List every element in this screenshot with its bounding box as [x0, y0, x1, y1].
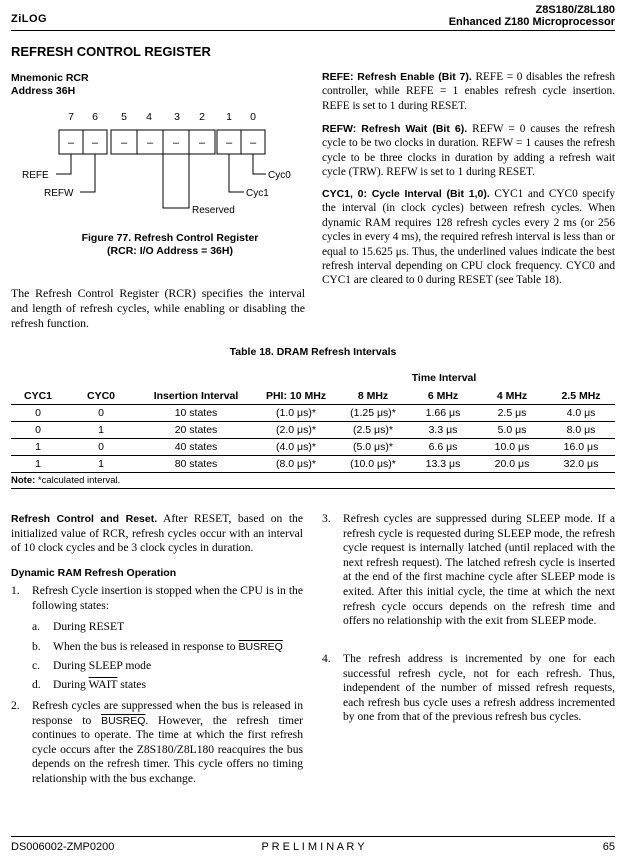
- table-row: [11, 439, 615, 456]
- table-cell: 0: [65, 405, 137, 422]
- table-title: Table 18. DRAM Refresh Intervals: [229, 346, 397, 358]
- figure-caption: [40, 232, 300, 258]
- doc-header-right: [449, 4, 615, 28]
- table-cell: (4.0 μs)*: [255, 439, 337, 456]
- bit-value: –: [172, 137, 180, 149]
- intro-paragraph: The Refresh Control Register (RCR) specifies the interval and length of refresh cycles, while enabling or disabling the refresh function.: [11, 286, 305, 330]
- refw-text: REFW = 0 causes the refresh cycle to be two clocks in duration. REFW = 1 causes the refresh cycle to be three clocks in duration by adding a refresh wait cycle (TRW). REFW is set to 1 during RESET.: [322, 123, 615, 179]
- note-text: *calculated interval.: [35, 475, 121, 486]
- label-cyc1: Cyc1: [246, 188, 269, 199]
- list-item-2-text-a: Refresh cycles are suppressed when the bus is released in response to: [32, 699, 303, 727]
- footer-doc-number: DS006002-ZMP0200: [11, 841, 115, 853]
- product-subtitle: Enhanced Z180 Microprocessor: [448, 16, 615, 28]
- bit-value: –: [225, 137, 233, 149]
- group-header-time-interval: Time Interval: [411, 372, 477, 384]
- list-item-4-text: The refresh address is incremented by one for each successful refresh cycle, not for each refresh. Thus, independent of the number of missed refresh requests, each refresh bus cycle uses a refresh address incremented by one from that of the previous refresh bus cycles.: [343, 652, 615, 724]
- refresh-reset-paragraph: [11, 512, 303, 556]
- leader-lines: [56, 154, 266, 208]
- dram-heading: Dynamic RAM Refresh Operation: [11, 567, 177, 579]
- label-cyc0: Cyc0: [268, 170, 291, 181]
- label-refw: REFW: [44, 188, 74, 199]
- bit-value: –: [120, 137, 128, 149]
- table-cell: 0: [65, 439, 137, 456]
- bit-number: 5: [121, 111, 127, 123]
- table-cell: 20 states: [137, 422, 255, 439]
- table-cell: 4.0 μs: [547, 405, 615, 422]
- busreq-signal: BUSREQ: [101, 714, 146, 727]
- table-cell: 1: [11, 456, 65, 473]
- table-cell: 0: [11, 405, 65, 422]
- label-reserved: Reserved: [192, 205, 235, 216]
- bit-value: –: [249, 137, 257, 149]
- cyc-heading: CYC1, 0: Cycle Interval (Bit 1,0).: [322, 188, 490, 200]
- cyc-description: [322, 187, 615, 288]
- figure-caption-line2: (RCR: I/O Address = 36H): [107, 245, 233, 257]
- bit-value: –: [198, 137, 206, 149]
- sub-item-c-text: During SLEEP mode: [53, 659, 152, 672]
- footer-preliminary: P R E L I M I N A R Y: [261, 841, 365, 853]
- bit-number: 6: [92, 111, 98, 123]
- sub-item-d-after: states: [117, 678, 146, 691]
- bit-value: –: [146, 137, 154, 149]
- sub-letter: d.: [32, 678, 41, 691]
- header-rule: [11, 30, 615, 31]
- list-number: 3.: [322, 512, 331, 525]
- bit-number: 3: [174, 111, 180, 123]
- product-name: Z8S180/Z8L180: [535, 4, 615, 16]
- sub-item-a-text: During RESET: [53, 620, 125, 633]
- address-line: Address 36H: [11, 85, 76, 97]
- company-logo: ZiLOG: [11, 13, 48, 25]
- table-cell: 16.0 μs: [547, 439, 615, 456]
- table-cell: 10.0 μs: [477, 439, 547, 456]
- refw-heading: REFW: Refresh Wait (Bit 6).: [322, 123, 468, 135]
- table-cell: 13.3 μs: [409, 456, 477, 473]
- table-cell: 3.3 μs: [409, 422, 477, 439]
- table-cell: (1.25 μs)*: [337, 405, 409, 422]
- column-header: PHI: 10 MHz: [255, 387, 337, 405]
- list-item-2: [11, 699, 303, 787]
- table-row: [11, 456, 615, 473]
- register-cells: [59, 130, 265, 154]
- list-number: 1.: [11, 584, 20, 597]
- bit-value: –: [91, 137, 99, 149]
- list-item-3-text: Refresh cycles are suppressed during SLEEP mode. If a refresh cycle is requested during SLEEP mode, the refresh cycle request is internally latched (until replaced with the next refresh request). The latched refresh cycle is inserted at the end of the first machine cycle after SLEEP mode is exited. After this initial cycle, the time at which the next refresh cycle occurs depends on the refresh time and offers no relationship with the exit from SLEEP mode.: [343, 512, 615, 628]
- table-cell: 8.0 μs: [547, 422, 615, 439]
- table-cell: 1.66 μs: [409, 405, 477, 422]
- list-item-2-text-b: . However, the refresh timer continues to operate. The time at which the first refresh cycle occurs after the Z8S180/Z8L180 reacquires the bus depends on the refresh timer. This cycle offers no timing relationship with the bus exchange.: [32, 713, 303, 785]
- table-cell: (2.5 μs)*: [337, 422, 409, 439]
- column-header: 4 MHz: [477, 387, 547, 405]
- sub-item-b: [32, 640, 303, 655]
- sub-item-d-text: During: [53, 678, 89, 691]
- table-cell: 32.0 μs: [547, 456, 615, 473]
- list-item-2-text: [32, 699, 303, 787]
- figure-caption-line1: Figure 77. Refresh Control Register: [81, 232, 259, 244]
- table-cell: 40 states: [137, 439, 255, 456]
- refresh-reset-text: After RESET, based on the initialized value of RCR, refresh cycles occur with an interval of 10 clock cycles and be 3 clock cycles in duration.: [11, 512, 303, 555]
- table-note: [11, 473, 615, 489]
- table-cell: 20.0 μs: [477, 456, 547, 473]
- refe-text: REFE = 0 disables the refresh controller, while REFE = 1 enables refresh cycle insertion. REFE is set to 1 during RESET.: [322, 71, 615, 112]
- table-cell: 0: [11, 422, 65, 439]
- column-header: 2.5 MHz: [547, 387, 615, 405]
- bit-number: 4: [146, 111, 152, 123]
- bit-number: 7: [68, 111, 74, 123]
- busreq-signal: BUSREQ: [238, 641, 283, 653]
- mnemonic-line: Mnemonic RCR: [11, 72, 89, 84]
- table-cell: 10 states: [137, 405, 255, 422]
- bit-number: 0: [250, 111, 256, 123]
- section-title: REFRESH CONTROL REGISTER: [11, 44, 211, 59]
- table-group-header-row: [11, 369, 615, 387]
- table-cell: 5.0 μs: [477, 422, 547, 439]
- table-header-row: [11, 387, 615, 405]
- sub-letter: b.: [32, 640, 41, 653]
- register-diagram: [0, 100, 310, 225]
- refw-description: [322, 122, 615, 180]
- table-cell: (2.0 μs)*: [255, 422, 337, 439]
- list-item-4: [322, 652, 615, 725]
- refresh-reset-heading: Refresh Control and Reset.: [11, 513, 158, 525]
- sub-item-c: [32, 659, 303, 674]
- bit-number: 1: [226, 111, 232, 123]
- list-item-1: [11, 584, 303, 613]
- table-cell: 6.6 μs: [409, 439, 477, 456]
- sub-item-b-text: When the bus is released in response to: [53, 640, 239, 653]
- sub-letter: a.: [32, 620, 41, 633]
- column-header: Insertion Interval: [137, 387, 255, 405]
- list-item-1-text: Refresh Cycle insertion is stopped when the CPU is in the following states:: [32, 584, 303, 612]
- table-cell: 1: [65, 456, 137, 473]
- table-row: [11, 405, 615, 422]
- bit-value: –: [67, 137, 75, 149]
- cyc-text: CYC1 and CYC0 specify the interval (in clock cycles) between refresh cycles. When dynamic RAM requires 128 refresh cycles every 2 ms (or 256 cycles in every 4 ms), the required refresh interval is less than or equal to 15.625 μs. Thus, the underlined values indicate the best refresh interval depending on CPU clock frequency. CYC0 and CYC1 are cleared to 0 during RESET (see Table 18).: [322, 188, 615, 287]
- list-number: 4.: [322, 652, 331, 665]
- table-cell: 1: [11, 439, 65, 456]
- refe-heading: REFE: Refresh Enable (Bit 7).: [322, 71, 472, 83]
- table-note-row: [11, 473, 615, 489]
- sub-letter: c.: [32, 659, 41, 672]
- table-cell: (10.0 μs)*: [337, 456, 409, 473]
- refe-description: [322, 70, 615, 113]
- column-header: 8 MHz: [337, 387, 409, 405]
- footer-page-number: 65: [602, 841, 615, 853]
- table-cell: (1.0 μs)*: [255, 405, 337, 422]
- sub-item-d: [32, 678, 303, 693]
- dram-refresh-table: [11, 369, 615, 489]
- table-cell: (8.0 μs)*: [255, 456, 337, 473]
- bit-number: 2: [199, 111, 205, 123]
- table-cell: 80 states: [137, 456, 255, 473]
- table-cell: 2.5 μs: [477, 405, 547, 422]
- column-header: 6 MHz: [409, 387, 477, 405]
- table-cell: (5.0 μs)*: [337, 439, 409, 456]
- list-item-3: [322, 512, 615, 629]
- table-cell: 1: [65, 422, 137, 439]
- column-header: CYC0: [65, 387, 137, 405]
- note-label: Note:: [11, 475, 36, 486]
- list-number: 2.: [11, 699, 20, 712]
- label-refe: REFE: [22, 170, 49, 181]
- mnemonic-block: [11, 72, 89, 98]
- footer-rule: [11, 836, 615, 837]
- wait-signal: WAIT: [88, 678, 118, 691]
- table-row: [11, 422, 615, 439]
- column-header: CYC1: [11, 387, 65, 405]
- sub-item-a: [32, 620, 303, 635]
